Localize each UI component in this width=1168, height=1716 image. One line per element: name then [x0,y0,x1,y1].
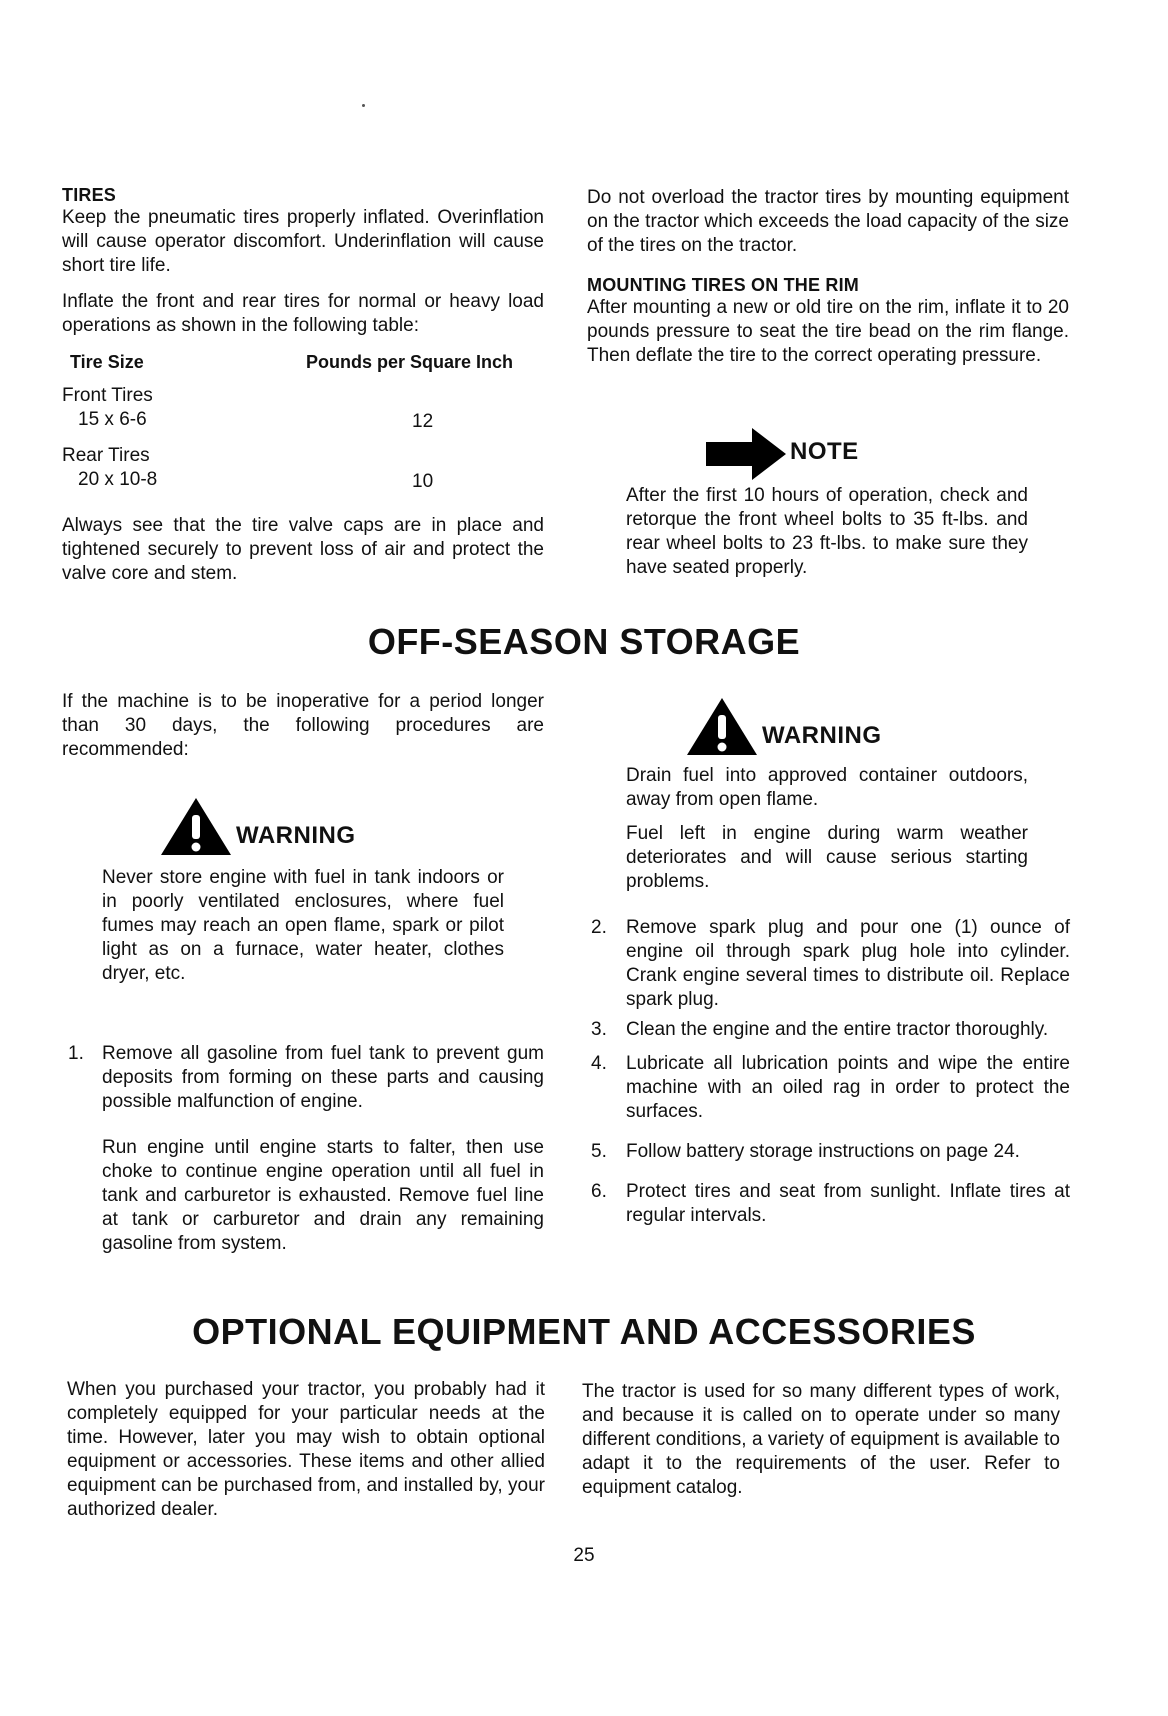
tires-heading: TIRES [62,185,117,205]
storage-heading: OFF-SEASON STORAGE [367,621,801,662]
warning-triangle-icon [686,696,758,756]
warning-text-left: Never store engine with fuel in tank indoors or in poorly ventilated enclosures, where fuel fumes may reach an open flame, spark or pilot light as on a furnace, water heater, clothes dryer, etc. [102,867,504,984]
step-5 [586,1140,1070,1164]
table-front-psi: 12 [412,411,434,432]
warning-text-right-1: Drain fuel into approved container outdoors, away from open flame. [626,765,1028,810]
mounting-paragraph: After mounting a new or old tire on the rim, inflate it to 20 pounds pressure to seat the tire bead on the rim flange. Then deflate the tire to the correct operating pressure. [587,297,1069,366]
note-text: After the first 10 hours of operation, check and retorque the front wheel bolts to 35 ft-lbs. and rear wheel bolts to 23 ft-lbs. to make sure they have seated properly. [626,485,1028,578]
storage-steps-right [586,916,1070,1228]
step-1-text: Remove all gasoline from fuel tank to prevent gum deposits from forming on these parts and causing possible malfunction of engine. [102,1043,544,1112]
mounting-heading: MOUNTING TIRES ON THE RIM [587,275,859,295]
step-3-number: 3. [591,1019,607,1040]
warning-block-left [160,796,460,856]
arrow-right-icon [706,428,786,480]
step-6-text: Protect tires and seat from sunlight. Inflate tires at regular intervals. [626,1181,1070,1226]
note-header [706,428,906,480]
storage-intro: If the machine is to be inoperative for a period longer than 30 days, the following procedures are recommended: [62,691,544,760]
note-label: NOTE [790,438,859,465]
step-2-number: 2. [591,917,607,938]
optional-right-paragraph: The tractor is used for so many different types of work, and because it is called on to operate under so many different conditions, a variety of equipment is available to adapt it to the requirements of the user. Refer to equipment catalog. [582,1381,1060,1498]
step-4-text: Lubricate all lubrication points and wipe the entire machine with an oiled rag in order to protect the surfaces. [626,1053,1070,1122]
warning-label-left: WARNING [236,822,356,849]
step-4 [586,1052,1070,1124]
table-rear-psi: 10 [412,471,434,492]
tires-para-inflation: Keep the pneumatic tires properly inflated. Overinflation will cause operator discomfort. Underinflation will cause short tire life. [62,207,544,276]
scan-speck [362,104,365,107]
tires-section [62,184,544,586]
step-3-text: Clean the engine and the entire tractor thoroughly. [626,1019,1049,1040]
optional-heading: OPTIONAL EQUIPMENT AND ACCESSORIES [192,1311,976,1352]
table-rear-size: 20 x 10-8 [78,469,158,490]
overload-paragraph: Do not overload the tractor tires by mounting equipment on the tractor which exceeds the load capacity of the size of the tires on the tractor. [587,187,1069,256]
table-rear-label: Rear Tires [62,445,150,466]
step-1-number: 1. [68,1043,84,1064]
step-2-text: Remove spark plug and pour one (1) ounce of engine oil through spark plug hole into cylinder. Crank engine several times to distribute oil. Replace spark plug. [626,917,1070,1010]
tire-pressure-table [62,346,544,506]
table-front-label: Front Tires [62,385,153,406]
step-4-number: 4. [591,1053,607,1074]
step-5-text: Follow battery storage instructions on page 24. [626,1141,1020,1162]
warning-label-right: WARNING [762,722,882,749]
tires-para-valve-caps: Always see that the tire valve caps are in place and tightened securely to prevent loss of air and protect the valve core and stem. [62,515,544,584]
step-1 [62,1042,544,1256]
step-2 [586,916,1070,1012]
tires-para-table-intro: Inflate the front and rear tires for normal or heavy load operations as shown in the following table: [62,291,544,336]
step-5-number: 5. [591,1141,607,1162]
optional-left-paragraph: When you purchased your tractor, you probably had it completely equipped for your particular needs at the time. However, later you may wish to obtain optional equipment or accessories. These items and other allied equipment can be purchased from, and installed by, your authorized dealer. [67,1379,545,1520]
page-number: 25 [573,1545,595,1566]
step-6-number: 6. [591,1181,607,1202]
table-header-psi: Pounds per Square Inch [306,352,514,372]
warning-text-right-2: Fuel left in engine during warm weather deteriorates and will cause serious starting problems. [626,823,1028,892]
right-top-section [587,186,1069,368]
step-3 [586,1018,1070,1042]
step-6 [586,1180,1070,1228]
warning-text-right [626,764,1028,894]
warning-block-right [686,696,986,756]
table-header-tire-size: Tire Size [70,352,144,372]
step-1-extra: Run engine until engine starts to falter, then use choke to continue engine operation until all fuel in tank and carburetor is exhausted. Remove fuel line at tank or carburetor and drain any remaining gasoline from system. [102,1137,544,1254]
warning-triangle-icon [160,796,232,856]
table-front-size: 15 x 6-6 [78,409,147,430]
